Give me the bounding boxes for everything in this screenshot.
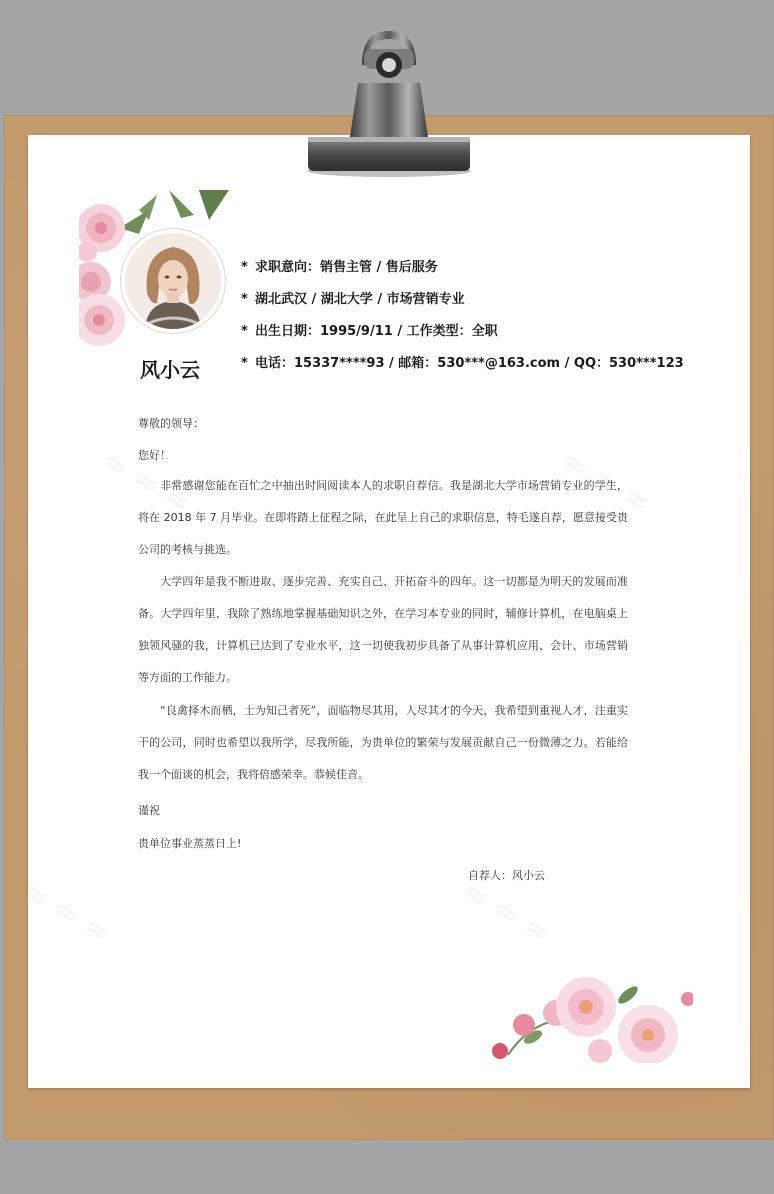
bullet-star: * [241, 292, 248, 307]
job-intention-line [241, 258, 651, 290]
bullet-star: * [241, 324, 248, 339]
paragraph-1 [138, 470, 628, 566]
info-text: 湖北武汉 / 湖北大学 / 市场营销专业 [255, 292, 465, 307]
closing: 谨祝 [138, 804, 160, 817]
birth-worktype-line [241, 322, 651, 354]
signature: 自荐人：风小云 [468, 869, 545, 882]
bullet-star: * [241, 356, 248, 371]
info-text: 求职意向：销售主管 / 售后服务 [255, 260, 438, 275]
profile-info-list [241, 258, 684, 386]
wish: 贵单位事业蒸蒸日上! [138, 837, 242, 850]
avatar [121, 229, 225, 333]
paragraph-2 [138, 566, 628, 694]
info-text: 电话：15337****93 / 邮箱：530***@163.com / QQ：530***123 [255, 356, 684, 371]
info-text: 出生日期：1995/9/11 / 工作类型：全职 [255, 324, 498, 339]
paragraph-text: 大学四年是我不断进取、逐步完善、充实自己、开拓奋斗的四年。这一切都是为明天的发展而准备。大学四年里，我除了熟练地掌握基础知识之外，在学习本专业的同时，辅修计算机，在电脑桌上独领风骚的我，计算机已达到了专业水平，这一切使我初步具备了从事计算机应用、会计、市场营销等方面的工作能力。 [138, 575, 628, 684]
contact-line [241, 354, 684, 386]
paragraph-text: “良禽择木而栖，士为知己者死”，面临物尽其用，人尽其才的今天，我希望到重视人才，注重实干的公司，同时也希望以我所学，尽我所能，为贵单位的繁荣与发展贡献自己一份微薄之力。若能给我一个面谈的机会，我将倍感荣幸。恭候佳音。 [138, 704, 628, 781]
salutation: 尊敬的领导： [138, 417, 204, 430]
paragraph-3 [138, 695, 628, 791]
candidate-name: 风小云 [140, 358, 200, 382]
avatar-photo [125, 233, 221, 329]
bullet-star: * [241, 260, 248, 275]
watermark [16, 873, 117, 951]
watermark [456, 873, 557, 951]
binder-clip-icon [300, 25, 478, 177]
location-school-line [241, 290, 651, 322]
paragraph-text: 非常感谢您能在百忙之中抽出时间阅读本人的求职自荐信。我是湖北大学市场营销专业的学生，将在 2018 年 7 月毕业。在即将踏上征程之际，在此呈上自己的求职信息，特毛遂自荐，愿意接受贵公司的考核与挑选。 [138, 479, 628, 556]
greeting: 您好！ [138, 449, 171, 462]
flower-decoration-icon [488, 975, 693, 1063]
